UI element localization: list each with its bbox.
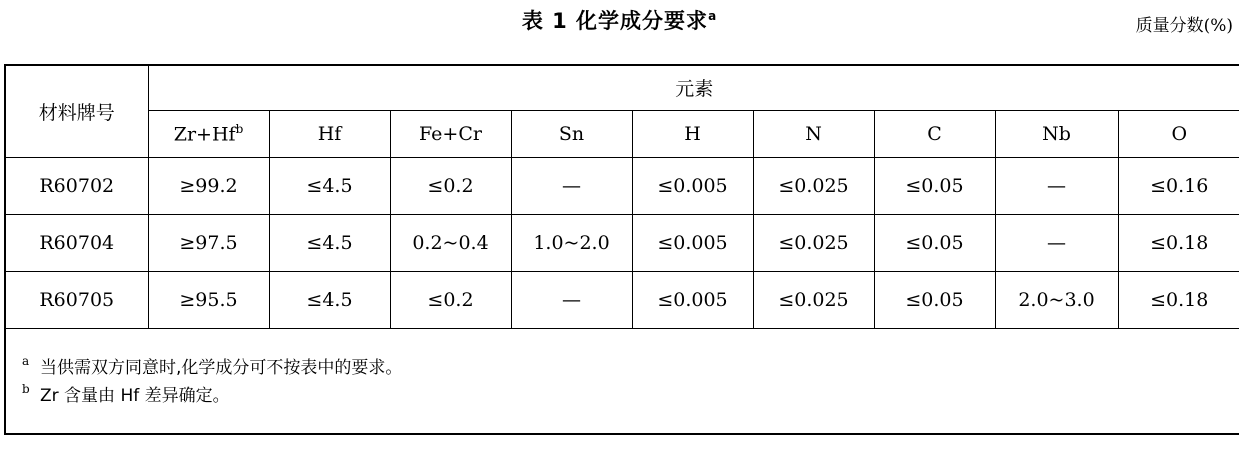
- cell-value: ≤4.5: [269, 157, 390, 214]
- footnote-marker: b: [22, 381, 30, 396]
- footnote-text: Zr 含量由 Hf 差异确定。: [40, 385, 230, 406]
- table-title-text: 表 1 化学成分要求: [521, 9, 709, 33]
- cell-value: ≤0.2: [390, 271, 511, 328]
- header-col-zr-hf: [148, 110, 269, 157]
- unit-note: 质量分数(%): [1135, 16, 1233, 36]
- header-col-fe-cr: Fe+Cr: [390, 110, 511, 157]
- cell-value: —: [511, 271, 632, 328]
- cell-value: —: [995, 157, 1118, 214]
- title-row: [0, 0, 1239, 42]
- table-footnotes-row: [5, 328, 1239, 434]
- cell-value: ≤0.05: [874, 214, 995, 271]
- header-element-group: 元素: [148, 65, 1239, 110]
- cell-value: ≥99.2: [148, 157, 269, 214]
- header-col-c: C: [874, 110, 995, 157]
- table-row: [5, 271, 1239, 328]
- cell-value: ≤0.05: [874, 157, 995, 214]
- cell-value: 0.2~0.4: [390, 214, 511, 271]
- cell-value: —: [511, 157, 632, 214]
- cell-value: 2.0~3.0: [995, 271, 1118, 328]
- cell-value: ≤0.025: [753, 157, 874, 214]
- cell-value: ≤0.05: [874, 271, 995, 328]
- cell-value: ≤0.025: [753, 271, 874, 328]
- cell-value: —: [995, 214, 1118, 271]
- header-col-n: N: [753, 110, 874, 157]
- cell-value: ≤0.18: [1118, 214, 1239, 271]
- cell-value: ≤0.16: [1118, 157, 1239, 214]
- table-title-superscript: a: [708, 9, 718, 23]
- header-col-hf: Hf: [269, 110, 390, 157]
- header-col-o: O: [1118, 110, 1239, 157]
- cell-value: 1.0~2.0: [511, 214, 632, 271]
- footnote-text: 当供需双方同意时,化学成分可不按表中的要求。: [40, 357, 403, 378]
- cell-value: ≥95.5: [148, 271, 269, 328]
- cell-value: ≤0.005: [632, 157, 753, 214]
- cell-value: ≤4.5: [269, 271, 390, 328]
- header-col-h: H: [632, 110, 753, 157]
- table-header-row-elements: [5, 110, 1239, 157]
- footnote-marker: a: [22, 353, 30, 368]
- cell-value: ≤0.005: [632, 214, 753, 271]
- cell-material-grade: R60702: [5, 157, 148, 214]
- footnotes-cell: [5, 328, 1239, 434]
- header-col-nb: Nb: [995, 110, 1118, 157]
- header-col-sn: Sn: [511, 110, 632, 157]
- chemical-composition-table-wrapper: [4, 64, 1235, 435]
- cell-value: ≤0.005: [632, 271, 753, 328]
- footnote-a: [6, 353, 1239, 379]
- cell-material-grade: R60704: [5, 214, 148, 271]
- page-title: [0, 5, 1239, 35]
- cell-value: ≤4.5: [269, 214, 390, 271]
- footnote-b: [6, 381, 1239, 407]
- table-row: [5, 214, 1239, 271]
- cell-value: ≥97.5: [148, 214, 269, 271]
- table-row: [5, 157, 1239, 214]
- cell-value: ≤0.18: [1118, 271, 1239, 328]
- cell-value: ≤0.2: [390, 157, 511, 214]
- header-col-superscript: b: [235, 121, 244, 136]
- cell-material-grade: R60705: [5, 271, 148, 328]
- chemical-composition-table: [4, 64, 1239, 435]
- header-col-label: Zr+Hf: [173, 123, 236, 146]
- cell-value: ≤0.025: [753, 214, 874, 271]
- table-header-row-group: [5, 65, 1239, 110]
- header-material-grade: 材料牌号: [5, 65, 148, 157]
